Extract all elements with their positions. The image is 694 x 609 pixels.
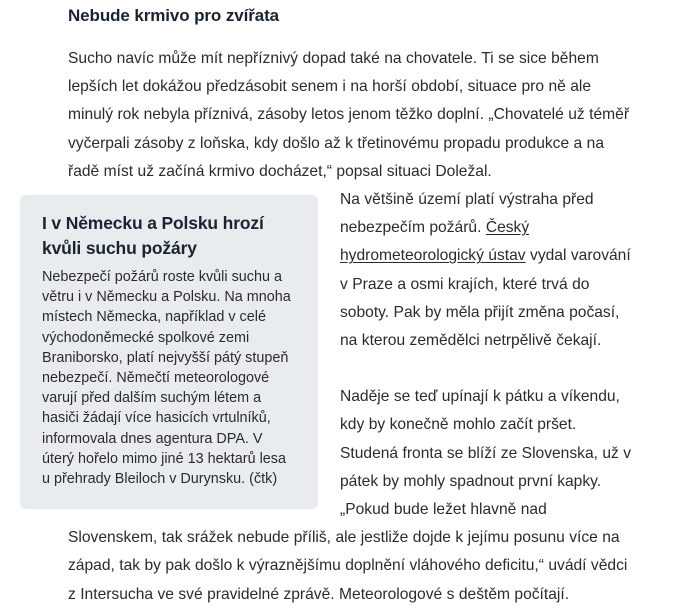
article-paragraph-intro: Sucho navíc může mít nepříznivý dopad také na chovatele. Ti se sice během lepších let dokážou předzásobit senem i na horší období, situace pro ně ale minulý rok nebyla příznivá, zásoby letos jenom těžko doplní. „Chovatelé už téměř vyčerpali zásoby z loňska, kdy došlo až k třetinovému propadu produkce a na řadě míst už začíná krmivo docházet,“ popsal situaci Doležal. — [68, 50, 630, 180]
related-article-text: Nebezpečí požárů roste kvůli suchu a větru i v Německu a Polsku. Na mnoha místech Německa, například v celé východoněmecké spolkové zemi Braniborsko, platí nejvyšší pátý stupeň nebezpečí. Němečtí meteorologové varují před dalším suchým létem a hasiči žádají více hasicích vrtulníků, informovala dnes agentura DPA. V úterý hořelo mimo jiné 13 hektarů lesa u přehrady Bleiloch v Durynsku. (čtk) — [42, 269, 291, 488]
article-container — [42, 0, 634, 609]
related-article-title[interactable]: I v Německu a Polsku hrozí kvůli suchu požáry — [42, 213, 264, 259]
article-paragraph-forecast: Naděje se teď upínají k pátku a víkendu, kdy by konečně mohlo začít pršet. Studená fronta se blíží ze Slovenska, už v pátek by mohly spadnout první kapky. „Pokud bude ležet hlavně nad Slovenskem, tak srážek nebude příliš, ale jestliže dojde k jejímu posunu více na západ, tak by pak došlo k výraznějšímu doplnění vláhového deficitu,“ uvádí vědci z Intersucha ve své pravidelné zprávě. Meteorologové s deštěm počítají. — [68, 388, 632, 603]
article-body-with-promo — [42, 186, 634, 609]
paragraph-warning-lead: Na většině území platí výstraha před nebezpečím požárů. — [340, 191, 594, 237]
paragraph-warning-tail: vydal varování v Praze a osmi krajích, které trvá do soboty. Pak by měla přijít změna počasí, na kterou zemědělci netrpělivě čekají. — [340, 247, 631, 350]
related-article-box[interactable] — [20, 195, 318, 509]
chmi-link[interactable]: Český hydrometeorologický ústav — [340, 219, 530, 265]
page-title: Nebude krmivo pro zvířata — [68, 6, 280, 25]
